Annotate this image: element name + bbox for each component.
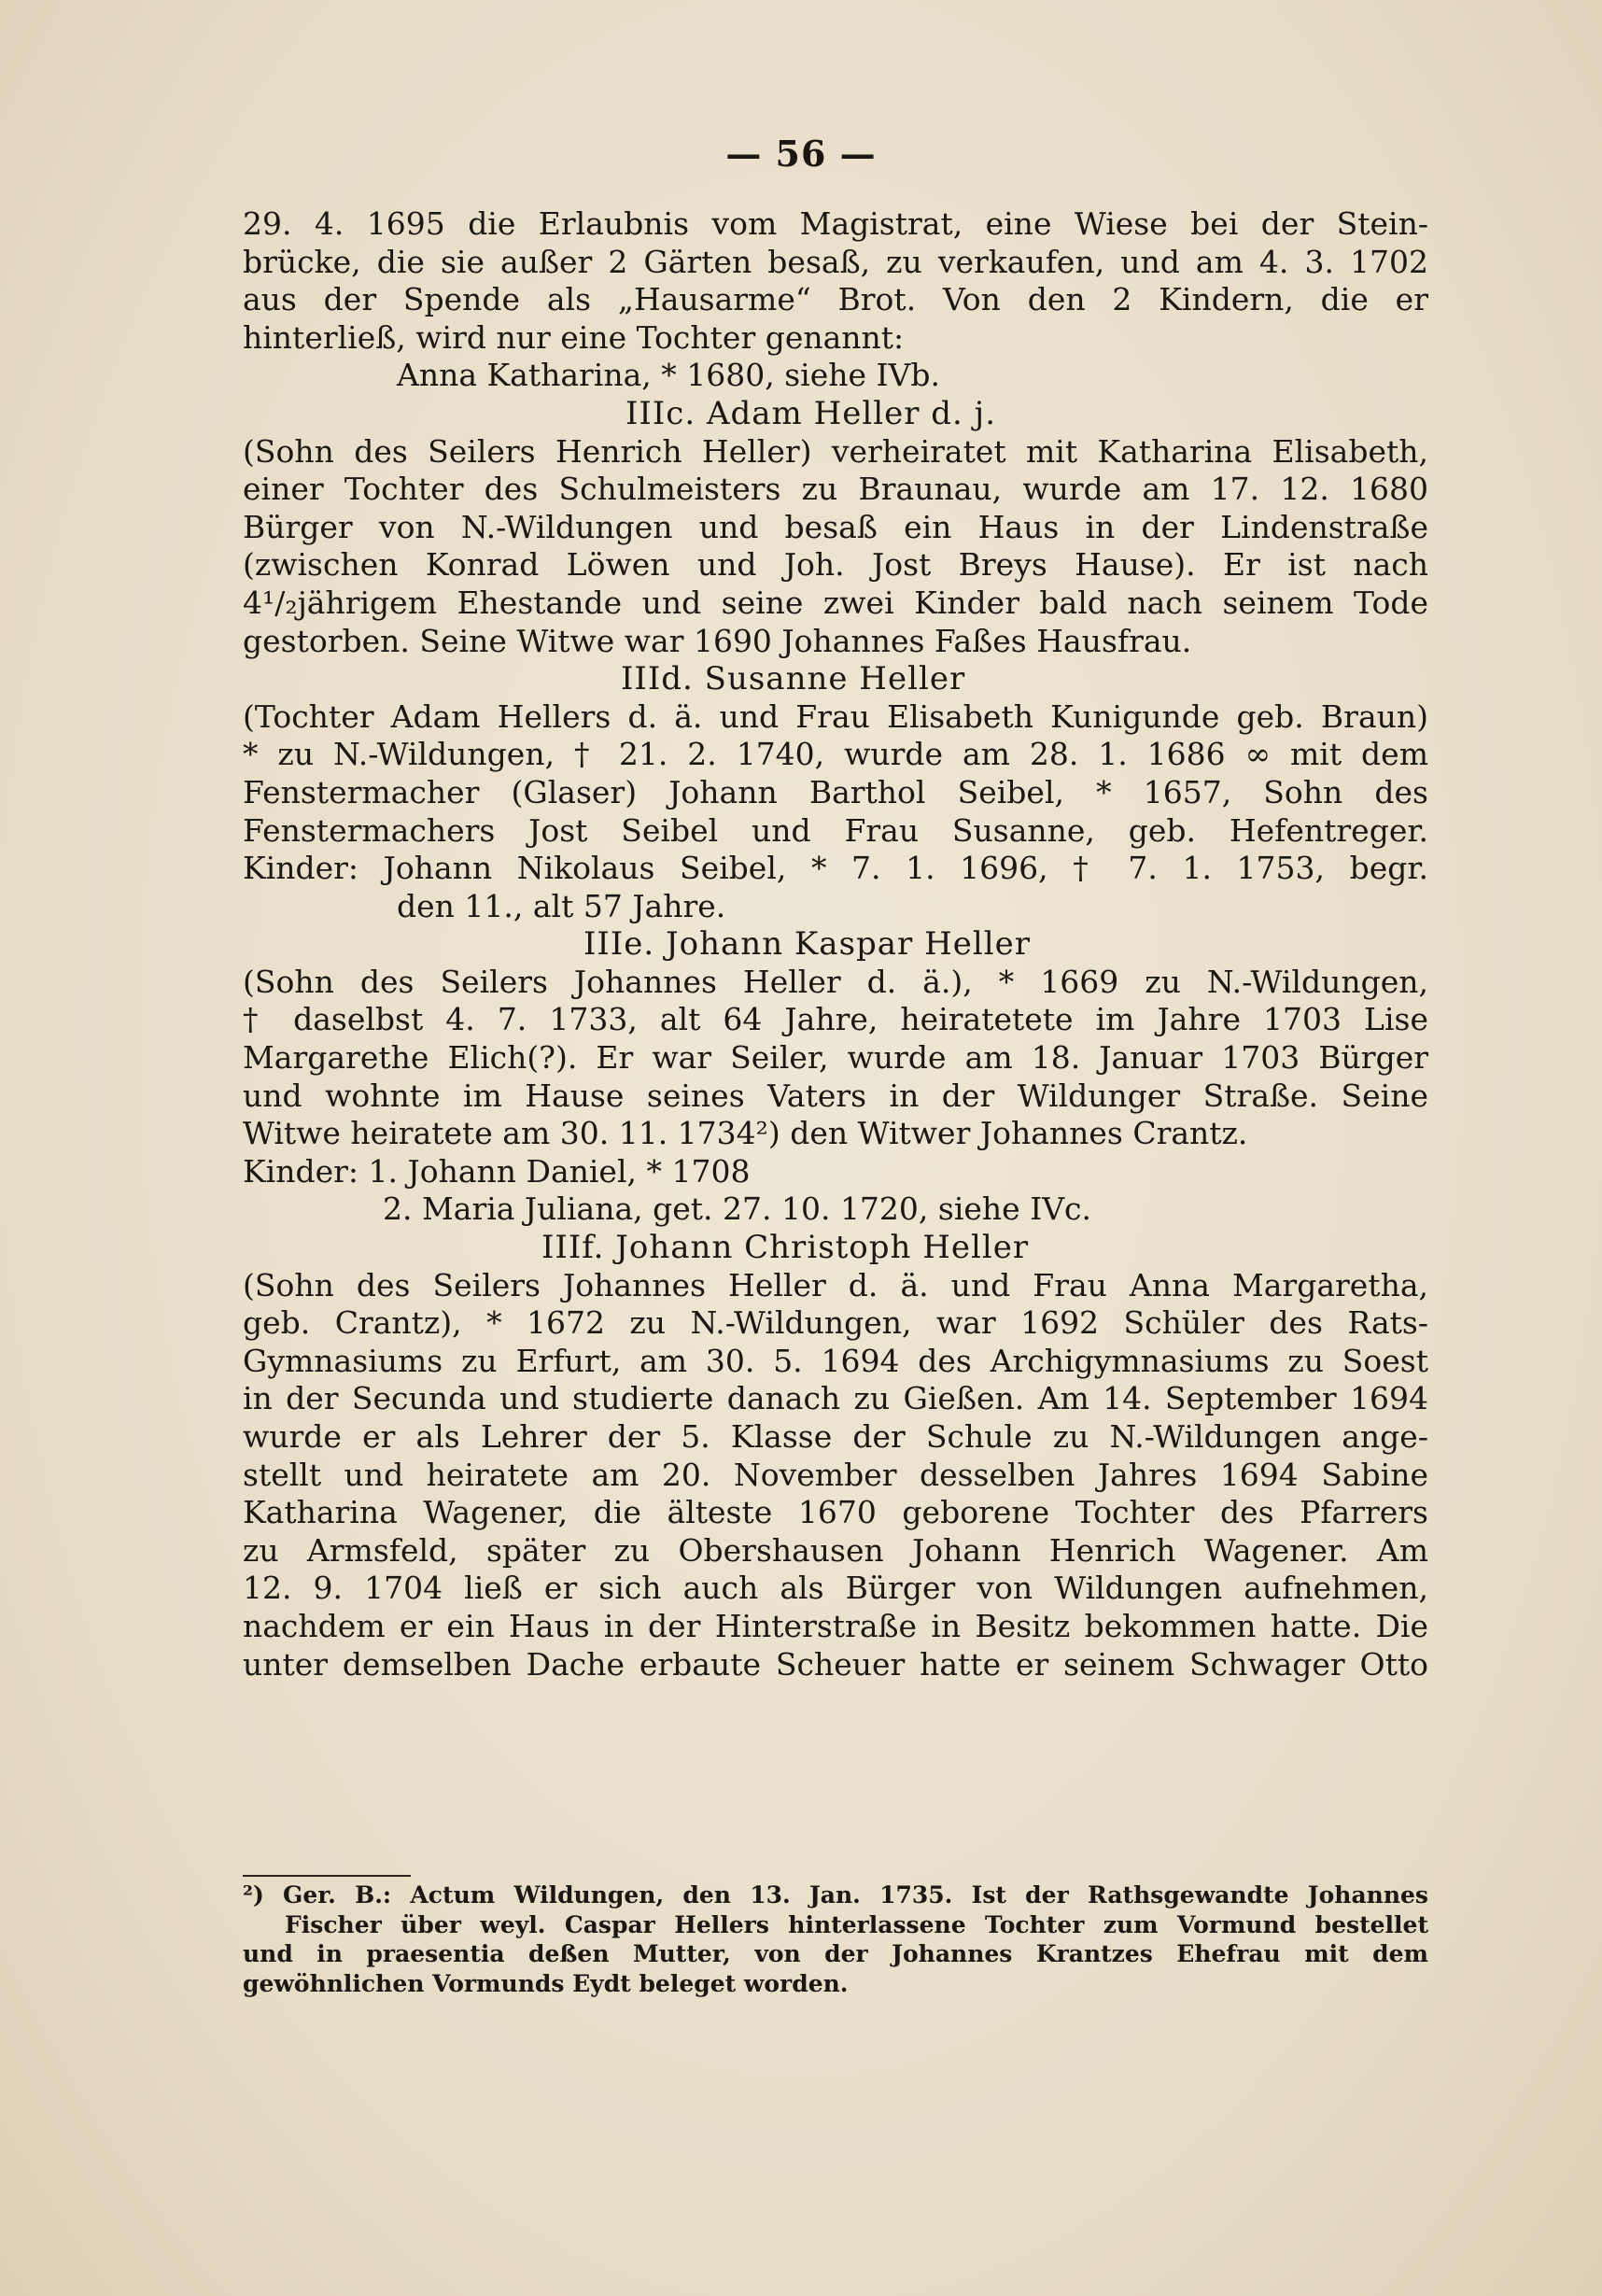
text-line: den 11., alt 57 Jahre. (397, 887, 726, 924)
text-line: einer Tochter des Schulmeisters zu Braunau, wurde am 17. 12. 1680 (243, 471, 1428, 508)
text-line: Kinder: 1. Johann Daniel, * 1708 (243, 1152, 751, 1190)
text-line: 2. Maria Juliana, get. 27. 10. 1720, siehe IVc. (383, 1190, 1092, 1228)
text-line: Anna Katharina, * 1680, siehe IVb. (397, 357, 940, 394)
text-line: Bürger von N.-Wildungen und besaß ein Haus in der Lindenstraße (243, 508, 1428, 545)
text-line: 4¹/₂jährigem Ehestande und seine zwei Kinder bald nach seinem Tode (243, 584, 1428, 621)
text-line: stellt und heiratete am 20. November desselben Jahres 1694 Sabine (243, 1456, 1428, 1493)
text-line: (Tochter Adam Hellers d. ä. und Frau Elisabeth Kunigunde geb. Braun) (243, 697, 1428, 735)
text-line: (Sohn des Seilers Johannes Heller d. ä. und Frau Anna Margaretha, (243, 1266, 1428, 1303)
text-line: Gymnasiums zu Erfurt, am 30. 5. 1694 des Archigymnasiums zu Soest (243, 1342, 1428, 1379)
page-number: — 56 — (725, 133, 877, 175)
text-line: Fenstermachers Jost Seibel und Frau Susanne, geb. Hefentreger. (243, 811, 1428, 849)
text-line: hinterließ, wird nur eine Tochter genannt: (243, 318, 905, 356)
text-line: zu Armsfeld, später zu Obershausen Johann Henrich Wagener. Am (243, 1531, 1428, 1569)
text-line: (Sohn des Seilers Henrich Heller) verheiratet mit Katharina Elisabeth, (243, 432, 1428, 470)
text-line: unter demselben Dache erbaute Scheuer hatte er seinem Schwager Otto (243, 1645, 1428, 1683)
text-line: (zwischen Konrad Löwen und Joh. Jost Breys Hause). Er ist nach (243, 546, 1428, 584)
text-line: nachdem er ein Haus in der Hinterstraße in Besitz bekommen hatte. Die (243, 1607, 1428, 1644)
section-heading-iiie: IIIe. Johann Kaspar Heller (583, 925, 1032, 964)
text-line: Witwe heiratete am 30. 11. 1734²) den Witwer Johannes Crantz. (243, 1115, 1248, 1152)
text-line: * zu N.-Wildungen, † 21. 2. 1740, wurde am 28. 1. 1686 ∞ mit dem (243, 736, 1428, 773)
section-heading-iiic: IIIc. Adam Heller d. j. (625, 394, 997, 432)
text-line: wurde er als Lehrer der 5. Klasse der Schule zu N.-Wildungen ange- (243, 1418, 1428, 1455)
footnote-line: gewöhnlichen Vormunds Eydt beleget worden. (243, 1969, 849, 1997)
text-line: Katharina Wagener, die älteste 1670 geborene Tochter des Pfarrers (243, 1494, 1428, 1531)
text-line: geb. Crantz), * 1672 zu N.-Wildungen, war 1692 Schüler des Rats- (243, 1304, 1428, 1342)
text-line: und wohnte im Hause seines Vaters in der Wildunger Straße. Seine (243, 1077, 1428, 1114)
text-line: (Sohn des Seilers Johannes Heller d. ä.), * 1669 zu N.-Wildungen, (243, 963, 1428, 1000)
section-heading-iiif: IIIf. Johann Christoph Heller (541, 1229, 1030, 1267)
text-line: † daselbst 4. 7. 1733, alt 64 Jahre, heiratetete im Jahre 1703 Lise (243, 1001, 1428, 1038)
body-text (243, 205, 1428, 1683)
footnote-line: und in praesentia deßen Mutter, von der Johannes Krantzes Ehefrau mit dem (243, 1940, 1428, 1967)
text-line: Kinder: Johann Nikolaus Seibel, * 7. 1. 1696, † 7. 1. 1753, begr. (243, 850, 1428, 887)
text-line: 12. 9. 1704 ließ er sich auch als Bürger von Wildungen aufnehmen, (243, 1570, 1428, 1607)
text-line: aus der Spende als „Hausarme“ Brot. Von den 2 Kindern, die er (243, 281, 1428, 318)
text-line: Fenstermacher (Glaser) Johann Barthol Seibel, * 1657, Sohn des (243, 773, 1428, 810)
footnote-rule (243, 1875, 411, 1877)
footnote-line: ²) Ger. B.: Actum Wildungen, den 13. Jan. 1735. Ist der Rathsgewandte Johannes (243, 1881, 1428, 1909)
text-line: 29. 4. 1695 die Erlaubnis vom Magistrat, eine Wiese bei der Stein- (243, 205, 1428, 242)
text-line: gestorben. Seine Witwe war 1690 Johannes Faßes Hausfrau. (243, 622, 1192, 659)
text-line: brücke, die sie außer 2 Gärten besaß, zu verkaufen, und am 4. 3. 1702 (243, 243, 1428, 280)
text-line: in der Secunda und studierte danach zu Gießen. Am 14. September 1694 (243, 1380, 1428, 1417)
footnote-block (243, 1875, 1428, 1998)
footnote-line: Fischer über weyl. Caspar Hellers hinterlassene Tochter zum Vormund bestellet (285, 1910, 1428, 1938)
text-line: Margarethe Elich(?). Er war Seiler, wurde am 18. Januar 1703 Bürger (243, 1039, 1428, 1077)
section-heading-iiid: IIId. Susanne Heller (621, 660, 966, 698)
